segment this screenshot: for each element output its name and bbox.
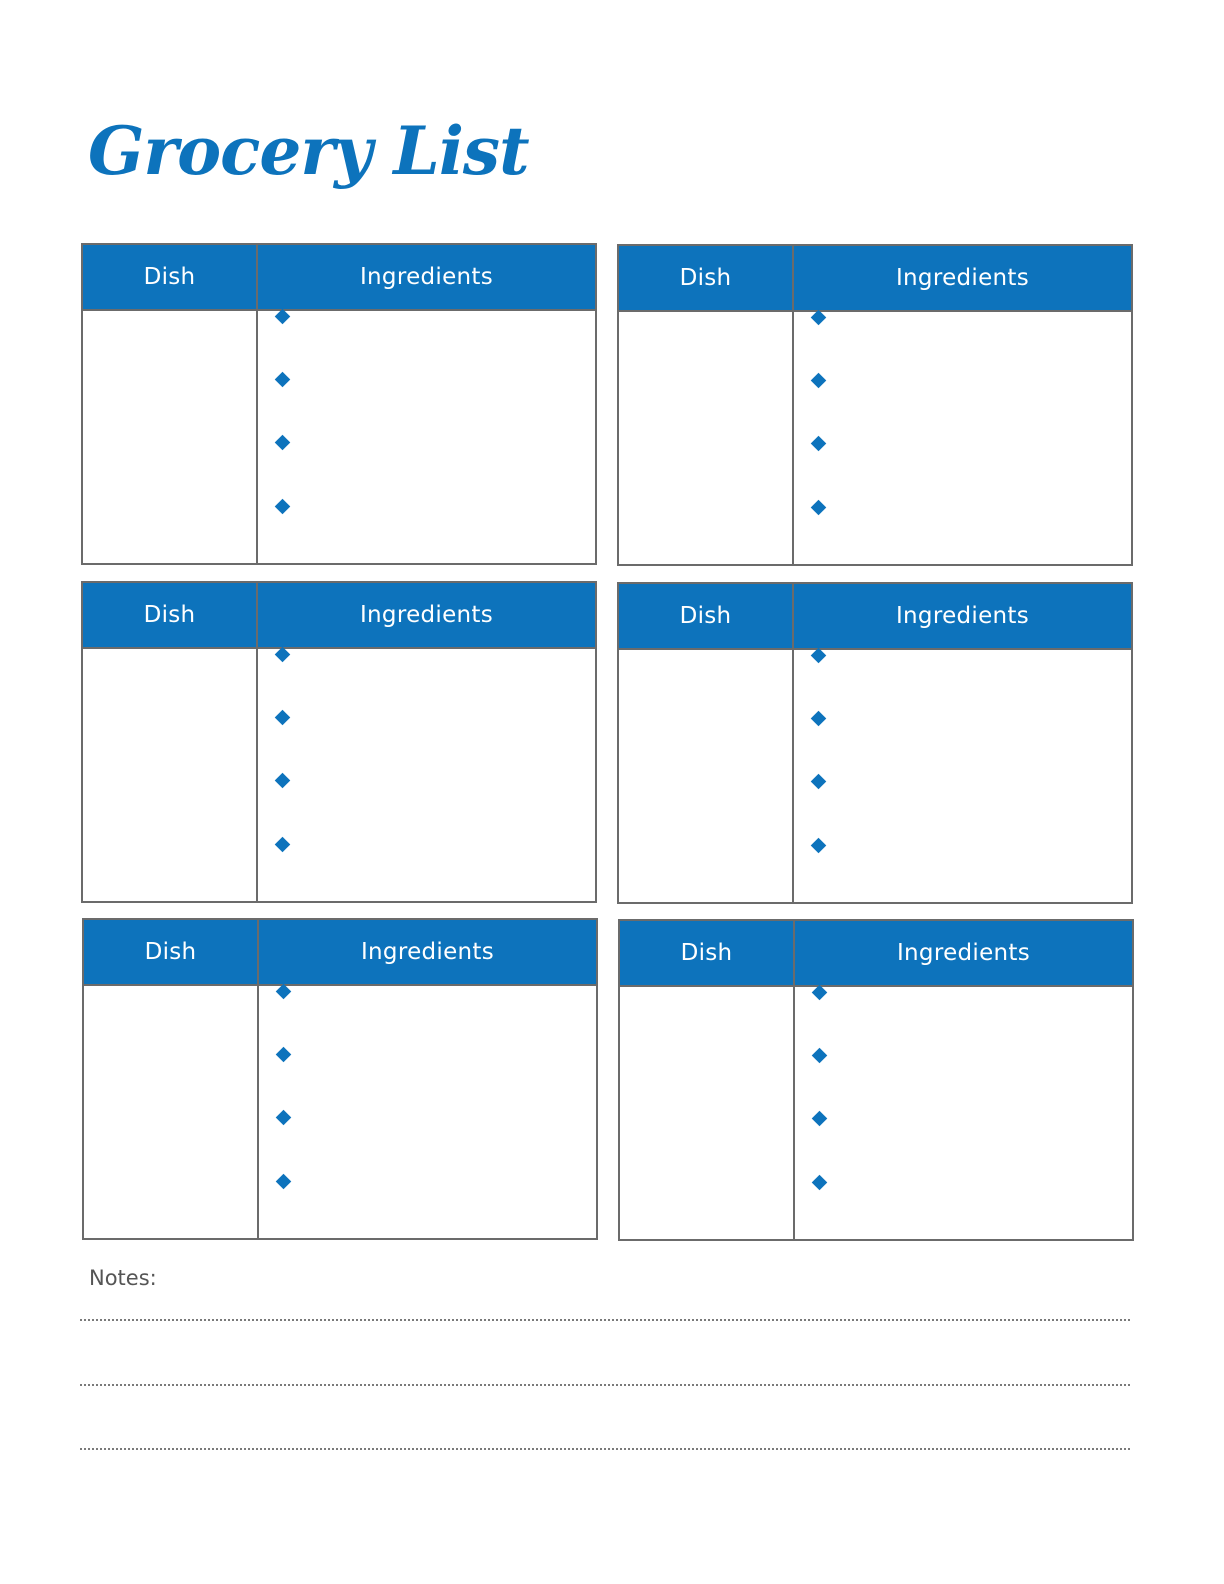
ingredients-column-header: Ingredients [895,265,1030,291]
diamond-bullet-icon [812,1175,828,1191]
diamond-bullet-icon [275,647,291,663]
dish-card-5 [82,918,598,1240]
notes-line[interactable] [80,1319,1130,1321]
ingredients-column-header: Ingredients [360,939,495,965]
diamond-bullet-icon [811,500,827,516]
diamond-bullet-icon [812,1048,828,1064]
diamond-bullet-icon [275,372,291,388]
card-header [84,920,596,986]
page-title: Grocery List [88,112,529,190]
diamond-bullet-icon [276,1047,292,1063]
diamond-bullet-icon [811,436,827,452]
diamond-bullet-icon [811,373,827,389]
card-header [83,583,595,649]
notes-line[interactable] [80,1448,1130,1450]
dish-column-header: Dish [680,940,733,966]
diamond-bullet-icon [275,435,291,451]
ingredients-list [794,312,1131,564]
dish-column-header: Dish [143,264,196,290]
dish-card-1 [81,243,597,565]
diamond-bullet-icon [812,985,828,1001]
dish-column-header: Dish [143,602,196,628]
diamond-bullet-icon [811,711,827,727]
diamond-bullet-icon [812,1111,828,1127]
ingredients-list [259,986,596,1238]
dish-card-4 [617,582,1133,904]
diamond-bullet-icon [276,984,292,1000]
card-header [619,584,1131,650]
diamond-bullet-icon [811,648,827,664]
diamond-bullet-icon [811,774,827,790]
dish-field[interactable] [619,650,792,902]
card-header [620,921,1132,987]
ingredients-column-header: Ingredients [359,264,494,290]
ingredients-column-header: Ingredients [895,603,1030,629]
diamond-bullet-icon [275,499,291,515]
diamond-bullet-icon [275,773,291,789]
diamond-bullet-icon [276,1174,292,1190]
ingredients-list [794,650,1131,902]
dish-column-header: Dish [679,603,732,629]
ingredients-column-header: Ingredients [896,940,1031,966]
dish-field[interactable] [619,312,792,564]
dish-card-6 [618,919,1134,1241]
ingredients-list [258,311,595,563]
diamond-bullet-icon [811,310,827,326]
notes-line[interactable] [80,1384,1130,1386]
card-header [619,246,1131,312]
dish-column-header: Dish [679,265,732,291]
ingredients-list [795,987,1132,1239]
ingredients-list [258,649,595,901]
dish-field[interactable] [83,311,256,563]
dish-field[interactable] [84,986,257,1238]
notes-label: Notes: [89,1266,157,1290]
diamond-bullet-icon [275,710,291,726]
diamond-bullet-icon [811,838,827,854]
card-header [83,245,595,311]
dish-card-3 [81,581,597,903]
diamond-bullet-icon [275,837,291,853]
ingredients-column-header: Ingredients [359,602,494,628]
dish-field[interactable] [83,649,256,901]
dish-column-header: Dish [144,939,197,965]
diamond-bullet-icon [275,309,291,325]
dish-field[interactable] [620,987,793,1239]
dish-card-2 [617,244,1133,566]
diamond-bullet-icon [276,1110,292,1126]
